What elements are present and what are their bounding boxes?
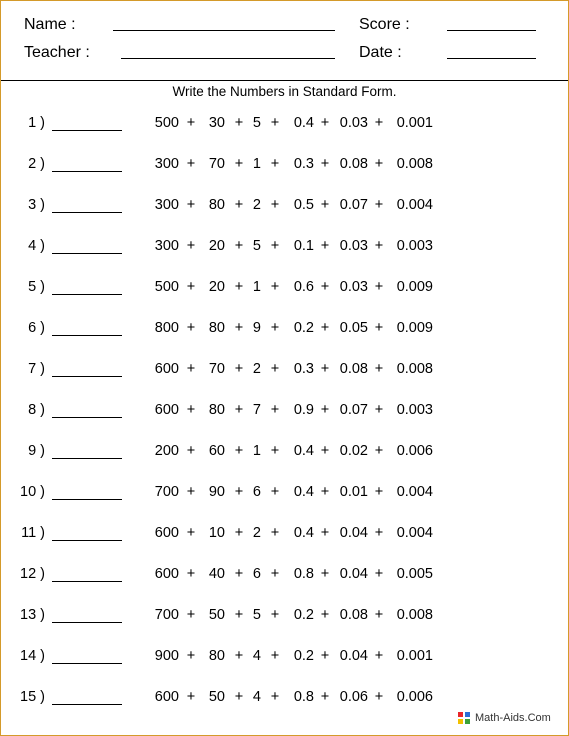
answer-field[interactable] xyxy=(52,212,122,213)
expanded-term: 0.009 xyxy=(396,279,433,295)
problem-row xyxy=(1,234,568,258)
problem-row xyxy=(1,357,568,381)
plus-sign: + xyxy=(374,648,384,664)
problem-number: 10 ) xyxy=(20,484,45,500)
expanded-term: 0.04 xyxy=(339,648,368,664)
problem-row xyxy=(1,398,568,422)
answer-field[interactable] xyxy=(52,376,122,377)
plus-sign: + xyxy=(270,648,280,664)
plus-sign: + xyxy=(374,361,384,377)
plus-sign: + xyxy=(186,156,196,172)
plus-sign: + xyxy=(374,566,384,582)
branding-text: Math-Aids.Com xyxy=(475,712,551,724)
expanded-term: 900 xyxy=(154,648,179,664)
expanded-term: 80 xyxy=(208,320,225,336)
plus-sign: + xyxy=(186,648,196,664)
expanded-term: 0.8 xyxy=(293,689,314,705)
teacher-label: Teacher : xyxy=(24,44,90,61)
expanded-term: 0.01 xyxy=(339,484,368,500)
expanded-term: 0.2 xyxy=(293,320,314,336)
expanded-term: 80 xyxy=(208,197,225,213)
expanded-term: 70 xyxy=(208,156,225,172)
plus-sign: + xyxy=(320,402,330,418)
answer-field[interactable] xyxy=(52,171,122,172)
expanded-term: 300 xyxy=(154,197,179,213)
plus-sign: + xyxy=(320,525,330,541)
plus-sign: + xyxy=(374,689,384,705)
problem-number: 11 ) xyxy=(21,525,45,541)
expanded-term: 60 xyxy=(208,443,225,459)
problem-row xyxy=(1,439,568,463)
plus-sign: + xyxy=(234,238,244,254)
expanded-term: 0.03 xyxy=(339,279,368,295)
answer-field[interactable] xyxy=(52,704,122,705)
expanded-term: 10 xyxy=(208,525,225,541)
problem-number: 13 ) xyxy=(20,607,45,623)
plus-sign: + xyxy=(270,197,280,213)
expanded-term: 600 xyxy=(154,361,179,377)
teacher-field[interactable] xyxy=(121,58,335,59)
expanded-term: 0.02 xyxy=(339,443,368,459)
expanded-term: 0.5 xyxy=(293,197,314,213)
expanded-term: 600 xyxy=(154,689,179,705)
expanded-term: 0.07 xyxy=(339,197,368,213)
plus-sign: + xyxy=(320,443,330,459)
expanded-term: 0.3 xyxy=(293,156,314,172)
plus-sign: + xyxy=(234,566,244,582)
plus-sign: + xyxy=(234,484,244,500)
expanded-term: 0.07 xyxy=(339,402,368,418)
expanded-term: 20 xyxy=(208,279,225,295)
expanded-term: 2 xyxy=(252,525,261,541)
plus-sign: + xyxy=(270,361,280,377)
logo-square-yellow xyxy=(458,719,463,724)
expanded-term: 700 xyxy=(154,484,179,500)
plus-sign: + xyxy=(270,115,280,131)
plus-sign: + xyxy=(320,648,330,664)
answer-field[interactable] xyxy=(52,294,122,295)
name-field[interactable] xyxy=(113,30,335,31)
expanded-term: 9 xyxy=(252,320,261,336)
plus-sign: + xyxy=(374,115,384,131)
logo-square-blue xyxy=(465,712,470,717)
answer-field[interactable] xyxy=(52,253,122,254)
plus-sign: + xyxy=(270,607,280,623)
expanded-term: 50 xyxy=(208,689,225,705)
plus-sign: + xyxy=(320,689,330,705)
expanded-term: 0.04 xyxy=(339,566,368,582)
expanded-term: 7 xyxy=(252,402,261,418)
expanded-term: 0.001 xyxy=(396,115,433,131)
expanded-term: 0.05 xyxy=(339,320,368,336)
expanded-term: 600 xyxy=(154,402,179,418)
expanded-term: 2 xyxy=(252,361,261,377)
plus-sign: + xyxy=(234,607,244,623)
expanded-term: 0.008 xyxy=(396,607,433,623)
plus-sign: + xyxy=(234,197,244,213)
expanded-term: 0.4 xyxy=(293,443,314,459)
expanded-term: 6 xyxy=(252,484,261,500)
plus-sign: + xyxy=(270,402,280,418)
expanded-term: 4 xyxy=(252,648,261,664)
plus-sign: + xyxy=(374,156,384,172)
expanded-term: 0.004 xyxy=(396,197,433,213)
problem-row xyxy=(1,521,568,545)
expanded-term: 0.08 xyxy=(339,361,368,377)
problem-row xyxy=(1,275,568,299)
plus-sign: + xyxy=(320,607,330,623)
problem-number: 7 ) xyxy=(28,361,45,377)
expanded-term: 70 xyxy=(208,361,225,377)
expanded-term: 0.4 xyxy=(293,115,314,131)
expanded-term: 300 xyxy=(154,156,179,172)
plus-sign: + xyxy=(186,320,196,336)
plus-sign: + xyxy=(270,320,280,336)
expanded-term: 30 xyxy=(208,115,225,131)
problem-number: 9 ) xyxy=(28,443,45,459)
plus-sign: + xyxy=(234,156,244,172)
problem-number: 8 ) xyxy=(28,402,45,418)
expanded-term: 80 xyxy=(208,648,225,664)
plus-sign: + xyxy=(270,525,280,541)
plus-sign: + xyxy=(270,156,280,172)
problem-number: 3 ) xyxy=(28,197,45,213)
logo-square-green xyxy=(465,719,470,724)
expanded-term: 0.006 xyxy=(396,689,433,705)
plus-sign: + xyxy=(234,361,244,377)
expanded-term: 5 xyxy=(252,607,261,623)
expanded-term: 500 xyxy=(154,115,179,131)
plus-sign: + xyxy=(186,402,196,418)
expanded-term: 0.006 xyxy=(396,443,433,459)
plus-sign: + xyxy=(270,484,280,500)
plus-sign: + xyxy=(186,115,196,131)
problem-row xyxy=(1,193,568,217)
plus-sign: + xyxy=(234,320,244,336)
problem-number: 15 ) xyxy=(20,689,45,705)
expanded-term: 0.08 xyxy=(339,607,368,623)
plus-sign: + xyxy=(320,279,330,295)
expanded-term: 0.08 xyxy=(339,156,368,172)
plus-sign: + xyxy=(320,115,330,131)
problem-row xyxy=(1,562,568,586)
expanded-term: 1 xyxy=(252,156,261,172)
expanded-term: 0.8 xyxy=(293,566,314,582)
expanded-term: 0.3 xyxy=(293,361,314,377)
plus-sign: + xyxy=(234,115,244,131)
plus-sign: + xyxy=(320,197,330,213)
plus-sign: + xyxy=(374,484,384,500)
problem-row xyxy=(1,644,568,668)
plus-sign: + xyxy=(270,566,280,582)
plus-sign: + xyxy=(234,525,244,541)
problem-number: 6 ) xyxy=(28,320,45,336)
plus-sign: + xyxy=(186,443,196,459)
answer-field[interactable] xyxy=(52,622,122,623)
answer-field[interactable] xyxy=(52,581,122,582)
plus-sign: + xyxy=(186,238,196,254)
plus-sign: + xyxy=(374,197,384,213)
expanded-term: 800 xyxy=(154,320,179,336)
plus-sign: + xyxy=(270,443,280,459)
plus-sign: + xyxy=(320,320,330,336)
answer-field[interactable] xyxy=(52,540,122,541)
problem-number: 12 ) xyxy=(20,566,45,582)
problem-row xyxy=(1,111,568,135)
problem-row xyxy=(1,152,568,176)
plus-sign: + xyxy=(374,607,384,623)
answer-field[interactable] xyxy=(52,499,122,500)
expanded-term: 0.001 xyxy=(396,648,433,664)
answer-field[interactable] xyxy=(52,130,122,131)
problem-number: 4 ) xyxy=(28,238,45,254)
expanded-term: 600 xyxy=(154,525,179,541)
expanded-term: 0.003 xyxy=(396,402,433,418)
problem-row xyxy=(1,480,568,504)
branding xyxy=(458,710,551,726)
answer-field[interactable] xyxy=(52,458,122,459)
expanded-term: 0.6 xyxy=(293,279,314,295)
expanded-term: 40 xyxy=(208,566,225,582)
expanded-term: 500 xyxy=(154,279,179,295)
expanded-term: 5 xyxy=(252,115,261,131)
expanded-term: 0.003 xyxy=(396,238,433,254)
plus-sign: + xyxy=(270,279,280,295)
plus-sign: + xyxy=(186,566,196,582)
expanded-term: 50 xyxy=(208,607,225,623)
expanded-term: 0.2 xyxy=(293,607,314,623)
date-field[interactable] xyxy=(447,58,536,59)
plus-sign: + xyxy=(270,238,280,254)
plus-sign: + xyxy=(234,279,244,295)
expanded-term: 6 xyxy=(252,566,261,582)
plus-sign: + xyxy=(186,279,196,295)
expanded-term: 300 xyxy=(154,238,179,254)
expanded-term: 1 xyxy=(252,443,261,459)
answer-field[interactable] xyxy=(52,335,122,336)
expanded-term: 0.4 xyxy=(293,525,314,541)
header-divider xyxy=(1,80,568,81)
instructions: Write the Numbers in Standard Form. xyxy=(172,84,397,99)
plus-sign: + xyxy=(374,402,384,418)
expanded-term: 0.03 xyxy=(339,238,368,254)
problem-number: 14 ) xyxy=(20,648,45,664)
expanded-term: 0.005 xyxy=(396,566,433,582)
expanded-term: 0.009 xyxy=(396,320,433,336)
plus-sign: + xyxy=(374,238,384,254)
expanded-term: 5 xyxy=(252,238,261,254)
expanded-term: 0.06 xyxy=(339,689,368,705)
problem-number: 2 ) xyxy=(28,156,45,172)
plus-sign: + xyxy=(186,689,196,705)
expanded-term: 600 xyxy=(154,566,179,582)
expanded-term: 4 xyxy=(252,689,261,705)
plus-sign: + xyxy=(374,320,384,336)
expanded-term: 0.004 xyxy=(396,525,433,541)
plus-sign: + xyxy=(186,525,196,541)
plus-sign: + xyxy=(374,525,384,541)
math-aids-logo-icon xyxy=(458,712,472,724)
plus-sign: + xyxy=(234,648,244,664)
plus-sign: + xyxy=(234,689,244,705)
plus-sign: + xyxy=(320,156,330,172)
plus-sign: + xyxy=(270,689,280,705)
answer-field[interactable] xyxy=(52,663,122,664)
plus-sign: + xyxy=(186,197,196,213)
expanded-term: 1 xyxy=(252,279,261,295)
expanded-term: 90 xyxy=(208,484,225,500)
expanded-term: 200 xyxy=(154,443,179,459)
expanded-term: 0.008 xyxy=(396,361,433,377)
expanded-term: 0.4 xyxy=(293,484,314,500)
plus-sign: + xyxy=(374,443,384,459)
problem-row xyxy=(1,603,568,627)
plus-sign: + xyxy=(186,361,196,377)
plus-sign: + xyxy=(234,443,244,459)
answer-field[interactable] xyxy=(52,417,122,418)
expanded-term: 0.04 xyxy=(339,525,368,541)
plus-sign: + xyxy=(320,238,330,254)
expanded-term: 0.9 xyxy=(293,402,314,418)
score-label: Score : xyxy=(359,16,410,33)
logo-square-red xyxy=(458,712,463,717)
plus-sign: + xyxy=(320,566,330,582)
expanded-term: 0.004 xyxy=(396,484,433,500)
expanded-term: 0.2 xyxy=(293,648,314,664)
expanded-term: 80 xyxy=(208,402,225,418)
problem-number: 5 ) xyxy=(28,279,45,295)
score-field[interactable] xyxy=(447,30,536,31)
expanded-term: 20 xyxy=(208,238,225,254)
plus-sign: + xyxy=(186,484,196,500)
expanded-term: 2 xyxy=(252,197,261,213)
problem-number: 1 ) xyxy=(28,115,45,131)
problem-row xyxy=(1,316,568,340)
plus-sign: + xyxy=(320,484,330,500)
expanded-term: 0.008 xyxy=(396,156,433,172)
plus-sign: + xyxy=(374,279,384,295)
problem-row xyxy=(1,685,568,709)
name-label: Name : xyxy=(24,16,76,33)
expanded-term: 0.1 xyxy=(293,238,314,254)
plus-sign: + xyxy=(234,402,244,418)
plus-sign: + xyxy=(320,361,330,377)
plus-sign: + xyxy=(186,607,196,623)
expanded-term: 700 xyxy=(154,607,179,623)
expanded-term: 0.03 xyxy=(339,115,368,131)
date-label: Date : xyxy=(359,44,402,61)
